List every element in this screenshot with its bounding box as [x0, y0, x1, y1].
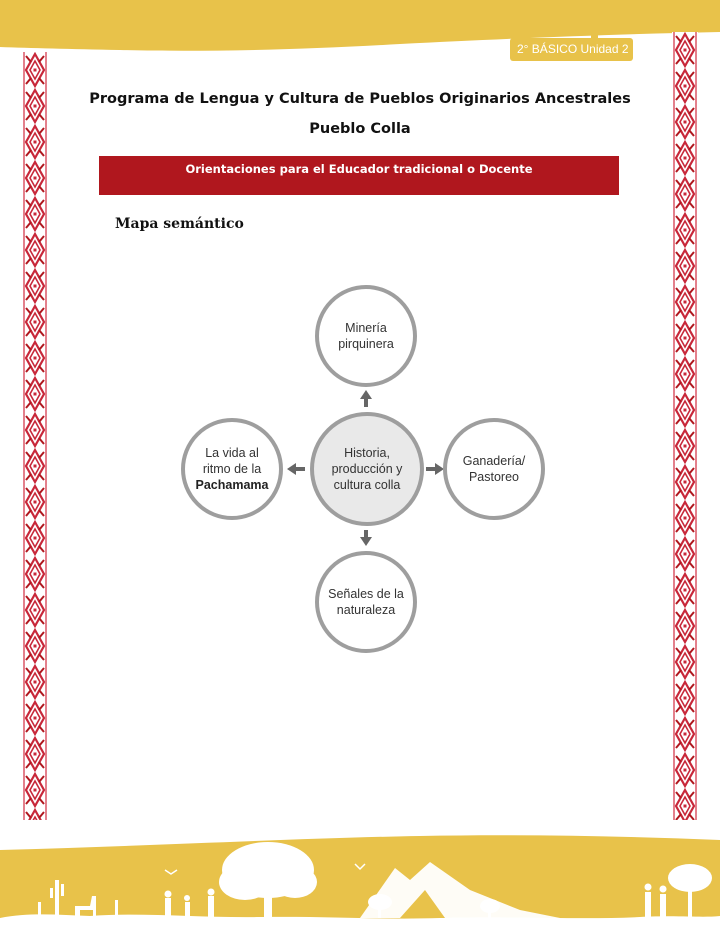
node-center-line-1: Historia,	[344, 446, 390, 460]
arrow-up-icon	[360, 390, 372, 399]
arrow-down-shaft	[364, 530, 368, 538]
arrow-up-shaft	[364, 397, 368, 407]
node-left-line-1: La vida al	[205, 446, 259, 460]
node-left-pachamama	[181, 418, 283, 520]
right-woven-border	[672, 32, 698, 820]
node-center-historia	[310, 412, 424, 526]
node-top-line-2: pirquinera	[338, 337, 394, 351]
orientation-banner	[99, 156, 619, 195]
node-bottom-line-1: Señales de la	[328, 587, 404, 601]
node-top-line-1: Minería	[345, 321, 387, 335]
node-center-line-2: producción y	[331, 462, 403, 476]
node-top-mineria	[315, 285, 417, 387]
arrow-left-shaft	[295, 467, 305, 471]
node-left-line-3: Pachamama	[195, 478, 269, 492]
node-center-line-3: cultura colla	[333, 478, 401, 492]
section-heading: Mapa semántico	[115, 216, 244, 232]
node-bottom-line-2: naturaleza	[336, 603, 396, 617]
node-right-line-1: Ganadería/	[462, 454, 526, 468]
node-right-ganaderia	[443, 418, 545, 520]
arrow-right-shaft	[426, 467, 436, 471]
arrow-down-icon	[360, 537, 372, 546]
left-woven-border	[22, 52, 48, 820]
node-left-line-2: ritmo de la	[202, 462, 262, 476]
orientation-banner-text: Orientaciones para el Educador tradicional o Docente	[185, 162, 533, 176]
people-subtitle: Pueblo Colla	[309, 121, 411, 137]
arrow-left-icon	[287, 463, 296, 475]
grade-unit-badge: 2° BÁSICO Unidad 2	[510, 38, 633, 61]
node-right-line-2: Pastoreo	[468, 470, 519, 484]
program-title: Programa de Lengua y Cultura de Pueblos Originarios Ancestrales	[89, 91, 631, 107]
node-bottom-senales	[315, 551, 417, 653]
footer-landscape-illustration	[0, 820, 720, 932]
